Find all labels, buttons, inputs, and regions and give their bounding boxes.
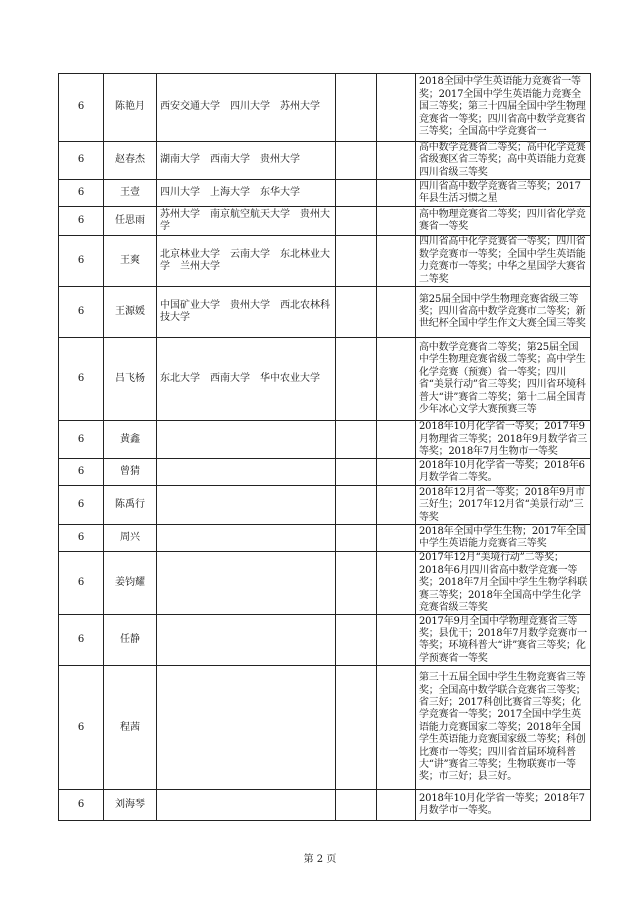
student-name-cell: 黄鑫	[104, 421, 157, 459]
table-row	[59, 615, 591, 666]
student-name-cell: 陈禹行	[104, 486, 157, 525]
target-universities-cell	[157, 615, 336, 666]
awards-cell: 2018年10月化学省一等奖；2017年9月物理省三等奖；2018年9月数学省三等奖；2018年7月生物市一等奖	[416, 421, 591, 459]
student-name-cell: 任思雨	[104, 207, 157, 236]
blank-cell-a	[336, 790, 377, 821]
row-index-cell: 6	[59, 180, 104, 207]
student-name-cell: 王壹	[104, 180, 157, 207]
blank-cell-b	[377, 421, 416, 459]
awards-cell: 高中数学竞赛省二等奖；第25届全国中学生物理竞赛省级二等奖；高中学生化学竞赛（预赛）省一等奖；四川省“美景行动”省三等奖；四川省环境科普大“讲”赛省二等奖；第十二届全国青少年冰心文学大赛预赛三等	[416, 338, 591, 421]
target-universities-cell: 东北大学 西南大学 华中农业大学	[157, 338, 336, 421]
target-universities-cell	[157, 421, 336, 459]
student-name-cell: 王源媛	[104, 287, 157, 338]
records-table	[58, 73, 591, 821]
row-index-cell: 6	[59, 142, 104, 180]
blank-cell-b	[377, 338, 416, 421]
target-universities-cell: 中国矿业大学 贵州大学 西北农林科技大学	[157, 287, 336, 338]
awards-cell: 2018年12月省一等奖；2018年9月市三好生；2017年12月省“美景行动”三等奖	[416, 486, 591, 525]
table-row	[59, 207, 591, 236]
blank-cell-b	[377, 552, 416, 615]
blank-cell-b	[377, 207, 416, 236]
awards-cell: 第三十五届全国中学生生物竞赛省三等奖；全国高中数学联合竞赛省三等奖；省三好；2017科创比赛省三等奖；化学竞赛省一等奖；2017全国中学生英语能力竞赛国家二等奖；2018年全国学生英语能力竞赛国家级二等奖；科创比赛市一等奖；四川省首届环境科普大“讲”赛省三等奖；生物联赛市一等奖；市三好；县三好。	[416, 666, 591, 790]
student-name-cell: 吕飞杨	[104, 338, 157, 421]
blank-cell-b	[377, 790, 416, 821]
row-index-cell: 6	[59, 287, 104, 338]
student-name-cell: 陈艳月	[104, 74, 157, 142]
table-row	[59, 552, 591, 615]
blank-cell-a	[336, 142, 377, 180]
target-universities-cell	[157, 486, 336, 525]
blank-cell-a	[336, 486, 377, 525]
table-row	[59, 142, 591, 180]
blank-cell-a	[336, 666, 377, 790]
student-name-cell: 刘海琴	[104, 790, 157, 821]
target-universities-cell	[157, 552, 336, 615]
target-universities-cell	[157, 525, 336, 552]
blank-cell-b	[377, 74, 416, 142]
table-row	[59, 790, 591, 821]
awards-cell: 四川省高中数学竞赛省三等奖；2017年县生活习惯之星	[416, 180, 591, 207]
awards-cell: 2018年10月化学省一等奖；2018年7月数学市一等奖。	[416, 790, 591, 821]
blank-cell-a	[336, 421, 377, 459]
target-universities-cell	[157, 790, 336, 821]
student-name-cell: 王爽	[104, 236, 157, 287]
row-index-cell: 6	[59, 338, 104, 421]
awards-cell: 2018年10月化学省一等奖；2018年6月数学省二等奖。	[416, 459, 591, 486]
blank-cell-b	[377, 486, 416, 525]
student-name-cell: 赵春杰	[104, 142, 157, 180]
target-universities-cell: 西安交通大学 四川大学 苏州大学	[157, 74, 336, 142]
blank-cell-a	[336, 615, 377, 666]
blank-cell-a	[336, 525, 377, 552]
awards-cell: 2017年9月全国中学物理竞赛省三等奖；县优干；2018年7月数学竞赛市一等奖；环境科普大“讲”赛省三等奖；化学预赛省一等奖	[416, 615, 591, 666]
student-name-cell: 任静	[104, 615, 157, 666]
blank-cell-a	[336, 180, 377, 207]
records-table-body	[59, 74, 591, 821]
row-index-cell: 6	[59, 790, 104, 821]
blank-cell-a	[336, 207, 377, 236]
row-index-cell: 6	[59, 615, 104, 666]
student-name-cell: 程茜	[104, 666, 157, 790]
target-universities-cell: 苏州大学 南京航空航天大学 贵州大学	[157, 207, 336, 236]
student-name-cell: 姜钧耀	[104, 552, 157, 615]
blank-cell-b	[377, 236, 416, 287]
blank-cell-b	[377, 459, 416, 486]
blank-cell-b	[377, 180, 416, 207]
blank-cell-a	[336, 287, 377, 338]
row-index-cell: 6	[59, 421, 104, 459]
blank-cell-a	[336, 459, 377, 486]
blank-cell-a	[336, 552, 377, 615]
blank-cell-b	[377, 142, 416, 180]
blank-cell-b	[377, 525, 416, 552]
table-row	[59, 180, 591, 207]
awards-cell: 高中物理竞赛省二等奖；四川省化学竞赛省一等奖	[416, 207, 591, 236]
blank-cell-b	[377, 666, 416, 790]
row-index-cell: 6	[59, 207, 104, 236]
target-universities-cell: 北京林业大学 云南大学 东北林业大学 兰州大学	[157, 236, 336, 287]
awards-cell: 四川省高中化学竞赛省一等奖；四川省数学竞赛市一等奖；全国中学生英语能力竞赛市一等奖；中华之星国学大赛省二等奖	[416, 236, 591, 287]
table-row	[59, 236, 591, 287]
row-index-cell: 6	[59, 666, 104, 790]
student-name-cell: 曾猜	[104, 459, 157, 486]
target-universities-cell: 湖南大学 西南大学 贵州大学	[157, 142, 336, 180]
table-row	[59, 525, 591, 552]
student-name-cell: 周兴	[104, 525, 157, 552]
awards-cell: 高中数学竞赛省二等奖；高中化学竞赛省级赛区省三等奖；高中英语能力竞赛四川省级三等奖	[416, 142, 591, 180]
row-index-cell: 6	[59, 525, 104, 552]
blank-cell-a	[336, 74, 377, 142]
row-index-cell: 6	[59, 236, 104, 287]
table-row	[59, 666, 591, 790]
awards-cell: 2018全国中学生英语能力竞赛省一等奖；2017全国中学生英语能力竞赛全国三等奖；第三十四届全国中学生物理竞赛省一等奖；四川省高中数学竞赛省三等奖；全国高中学竞赛省一	[416, 74, 591, 142]
table-row	[59, 74, 591, 142]
row-index-cell: 6	[59, 459, 104, 486]
target-universities-cell	[157, 459, 336, 486]
table-row	[59, 421, 591, 459]
table-row	[59, 287, 591, 338]
target-universities-cell	[157, 666, 336, 790]
table-row	[59, 338, 591, 421]
row-index-cell: 6	[59, 74, 104, 142]
awards-cell: 2017年12月“美境行动”二等奖；2018年6月四川省高中数学竞赛一等奖；2018年7月全国中学生生物学科联赛三等奖；2018年全国高中学生化学竞赛省级三等奖	[416, 552, 591, 615]
blank-cell-a	[336, 236, 377, 287]
row-index-cell: 6	[59, 486, 104, 525]
blank-cell-b	[377, 287, 416, 338]
target-universities-cell: 四川大学 上海大学 东华大学	[157, 180, 336, 207]
page-number: 第 2 页	[303, 854, 337, 865]
awards-cell: 2018年全国中学生生物；2017年全国中学生英语能力竞赛省三等奖	[416, 525, 591, 552]
awards-cell: 第25届全国中学生物理竞赛省级三等奖；四川省高中数学竞赛市二等奖；新世纪杯全国中学生作文大赛全国三等奖	[416, 287, 591, 338]
table-row	[59, 486, 591, 525]
blank-cell-a	[336, 338, 377, 421]
table-row	[59, 459, 591, 486]
blank-cell-b	[377, 615, 416, 666]
row-index-cell: 6	[59, 552, 104, 615]
